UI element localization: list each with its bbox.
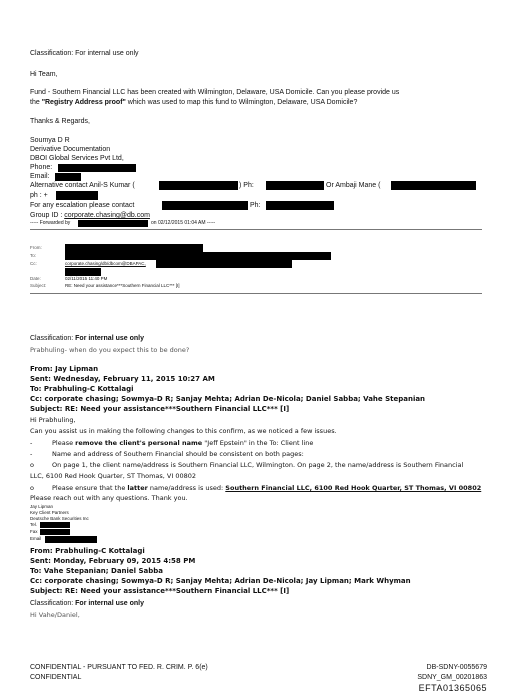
redaction xyxy=(40,522,70,528)
redaction xyxy=(65,252,331,260)
sig-email: Email: xyxy=(30,173,50,180)
redaction xyxy=(55,173,81,181)
sig-phone: Phone: xyxy=(30,164,53,171)
reach-out: Please reach out with any questions. Thank you. xyxy=(30,494,188,502)
header-date-value: 02/11/2015 11:40 PM xyxy=(65,276,108,281)
redaction xyxy=(156,260,292,268)
sig-name: Soumya D R xyxy=(30,137,70,144)
sub-bullet-1b: LLC, 6100 Red Hook Quarter, ST Thomas, VI 00802 xyxy=(30,472,197,480)
footer-right-1: DB-SDNY-0055679 xyxy=(426,664,487,671)
header-to-label: To: xyxy=(30,253,37,258)
body-line-2: the "Registry Address proof" which was used to map this fund to Wilmington, Delaware, USA Domicile? xyxy=(30,99,358,106)
sig-group-id: Group ID : corporate.chasing@db.com xyxy=(30,212,150,219)
greeting: Hi Team, xyxy=(30,71,58,78)
sig-dept: Derivative Documentation xyxy=(30,146,111,153)
body-line-1: Fund - Southern Financial LLC has been created with Wilmington, Delaware, USA Domicile. Can you please provide us xyxy=(30,89,400,96)
sig-ph-plus: ph : + xyxy=(30,192,48,199)
jay-sig-name: Jay Lipman xyxy=(30,504,54,509)
sig-escalation: For any escalation please contact xyxy=(30,202,135,209)
sig-alt-contact: Alternative contact Anil-S Kumar ( xyxy=(30,182,135,189)
lower-subject: Subject: RE: Need your assistance***Southern Financial LLC*** [I] xyxy=(30,587,290,595)
redaction xyxy=(266,181,324,190)
lower-hi: Hi Vahe/Daniel, xyxy=(30,611,80,619)
header-subject-value: RE: Need your assistance***Southern Financial LLC*** [I] xyxy=(65,283,180,288)
forwarded-on: on 02/12/2015 01:04 AM ----- xyxy=(151,220,216,226)
footer-left-1: CONFIDENTIAL - PURSUANT TO FED. R. CRIM. P. 6(e) xyxy=(30,664,208,671)
middle-hi: Hi Prabhuling, xyxy=(30,416,76,424)
header-cc-label: Cc: xyxy=(30,261,37,266)
middle-subject: Subject: RE: Need your assistance***Southern Financial LLC*** [I] xyxy=(30,405,290,413)
redaction xyxy=(162,201,248,210)
thanks-regards: Thanks & Regards, xyxy=(30,118,90,125)
middle-cc: Cc: corporate chasing; Sowmya-D R; Sanjay Mehta; Adrian De-Nicola; Daniel Sabba; Vahe Stepanian xyxy=(30,395,426,403)
sig-esc-ph: Ph: xyxy=(250,202,261,209)
header-subject-label: Subject: xyxy=(30,283,47,288)
classification-top: Classification: For internal use only xyxy=(30,50,139,57)
classification-middle: Classification: For internal use only xyxy=(30,335,144,342)
separator-line xyxy=(30,229,482,230)
sub-bullet-marker: o xyxy=(30,484,34,492)
redaction xyxy=(266,201,334,210)
sig-or-ambaji: Or Ambaji Mane ( xyxy=(326,182,381,189)
header-from-label: From: xyxy=(30,245,42,250)
redaction xyxy=(159,181,238,190)
prabhuling-question: Prabhuling- when do you expect this to be done? xyxy=(30,346,190,354)
sig-alt-ph: ) Ph: xyxy=(239,182,254,189)
sub-bullet-2: Please ensure that the latter name/address is used: Southern Financial LLC, 6100 Red Hook Quarter, ST Thomas, VI 00802 xyxy=(52,484,482,492)
redaction xyxy=(58,164,136,172)
redaction xyxy=(65,244,203,252)
redaction xyxy=(391,181,476,190)
jay-sig-tel: Tel. xyxy=(30,522,38,527)
redaction xyxy=(40,529,70,535)
jay-sig-team: Key Client Partners xyxy=(30,510,69,515)
jay-sig-email: Email xyxy=(30,536,42,541)
footer-left-2: CONFIDENTIAL xyxy=(30,674,82,681)
lower-from: From: Prabhuling-C Kottalagi xyxy=(30,547,145,555)
bullet-marker: - xyxy=(30,450,33,458)
redaction xyxy=(45,536,97,543)
bullet-2: Name and address of Southern Financial should be consistent on both pages: xyxy=(52,450,304,458)
jay-sig-fax: Fax xyxy=(30,529,38,534)
efta-number: EFTA01365065 xyxy=(418,683,487,693)
lower-to: To: Vahe Stepanian; Daniel Sabba xyxy=(30,567,164,575)
sub-bullet-1a: On page 1, the client name/address is Southern Financial LLC, Wilmington. On page 2, the name/address is Southern Financial xyxy=(52,461,464,469)
lower-cc: Cc: corporate chasing; Sowmya-D R; Sanjay Mehta; Adrian De-Nicola; Jay Lipman; Mark Whyman xyxy=(30,577,411,585)
separator-line xyxy=(30,293,482,294)
address-link[interactable]: Southern Financial LLC, 6100 Red Hook Quarter, ST Thomas, VI 00802 xyxy=(225,484,482,492)
bullet-1: Please remove the client's personal name "Jeff Epstein" in the To: Client line xyxy=(52,439,314,447)
lower-sent: Sent: Monday, February 09, 2015 4:58 PM xyxy=(30,557,196,565)
middle-intro: Can you assist us in making the following changes to this confirm, as we noticed a few issues. xyxy=(30,427,337,435)
group-email-link[interactable]: corporate.chasing@db.com xyxy=(64,212,150,219)
forwarded-by: ----- Forwarded by xyxy=(30,220,71,226)
jay-sig-company: Deutsche Bank Securities Inc xyxy=(30,516,89,521)
bullet-marker: - xyxy=(30,439,33,447)
header-cc-value[interactable]: corporate.chasing/db/dbcom@DBAPAC, xyxy=(65,261,146,266)
header-date-label: Date: xyxy=(30,276,41,281)
sub-bullet-marker: o xyxy=(30,461,34,469)
redaction xyxy=(56,191,98,200)
middle-sent: Sent: Wednesday, February 11, 2015 10:27 AM xyxy=(30,375,215,383)
middle-to: To: Prabhuling-C Kottalagi xyxy=(30,385,134,393)
redaction xyxy=(78,220,148,227)
classification-lower: Classification: For internal use only xyxy=(30,600,144,607)
sig-company: DBOI Global Services Pvt Ltd, xyxy=(30,155,124,162)
footer-right-2: SDNY_GM_00201863 xyxy=(417,674,487,681)
middle-from: From: Jay Lipman xyxy=(30,365,99,373)
redaction xyxy=(65,268,101,276)
